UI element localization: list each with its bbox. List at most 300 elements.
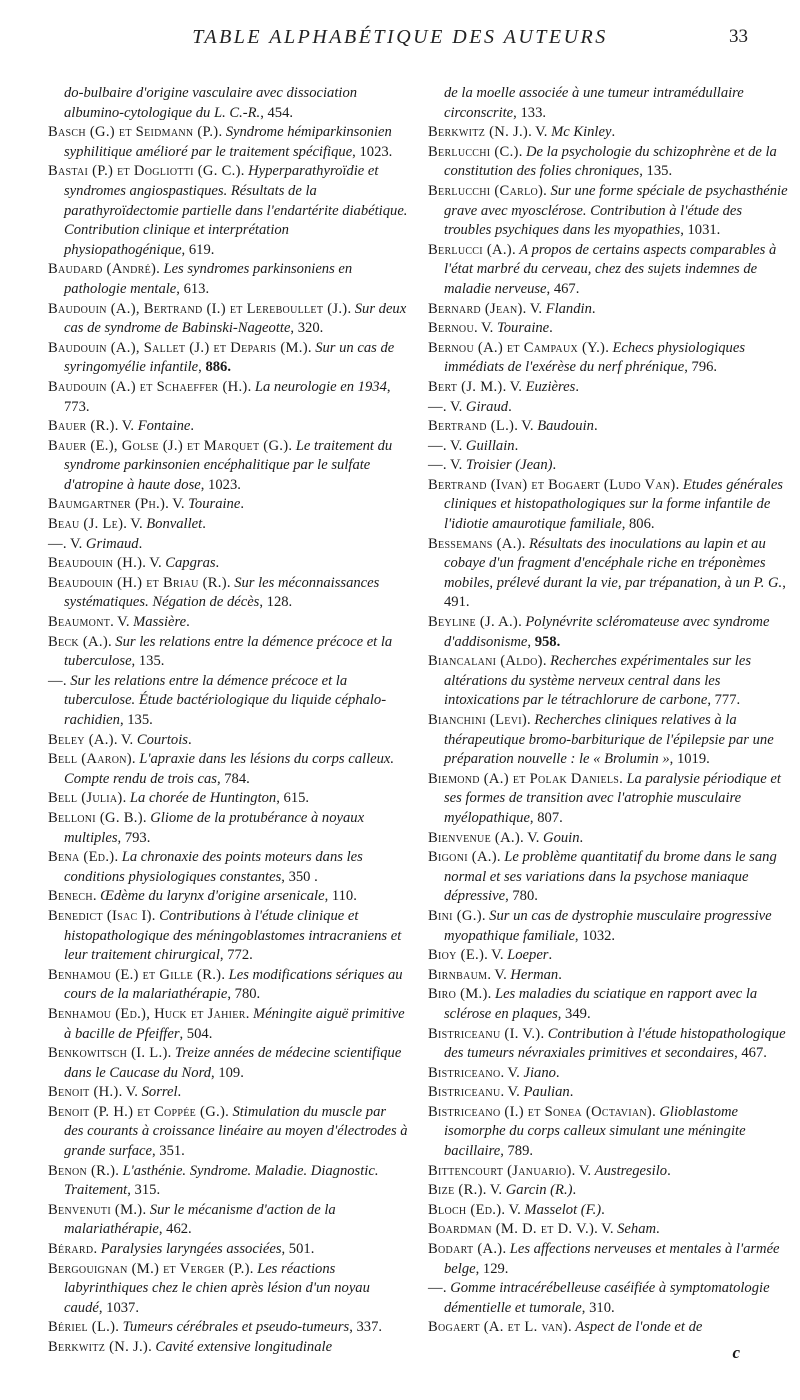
entry-title: Giraud <box>465 398 509 415</box>
entry-author: Baudard (André) <box>48 261 157 278</box>
entry-title: Euzières <box>525 378 576 395</box>
entry-separator: . V. <box>442 398 466 415</box>
entry-author: Baudouin (A.), Bertrand (I.) et Lereboullet (J.) <box>48 300 348 317</box>
index-entry <box>428 417 788 437</box>
index-entry <box>48 1005 408 1044</box>
entry-author: Benvenuti (M.) <box>48 1201 143 1218</box>
entry-page: , 135. <box>131 653 165 670</box>
entry-page: , 773. <box>64 378 391 415</box>
entry-title: Loeper <box>507 947 549 964</box>
index-entry <box>428 1162 788 1182</box>
entry-title: Troisier (Jean) <box>465 457 553 474</box>
entry-author: Belloni (G. B.) <box>48 809 143 826</box>
entry-page: , <box>198 359 206 376</box>
entry-title: Herman <box>510 966 559 983</box>
entry-separator: . <box>142 809 151 826</box>
entry-title: L'asthénie. Syndrome. Maladie. Diagnostic. Traitement <box>64 1162 379 1199</box>
entry-page: , 1032. <box>574 927 616 944</box>
entry-title: La neurologie en 1934 <box>254 378 387 395</box>
index-entry <box>48 1260 408 1319</box>
index-entry <box>48 789 408 809</box>
entry-author: Boardman (M. D. et D. V.) <box>428 1221 595 1238</box>
index-entry <box>48 1162 408 1201</box>
entry-author: — <box>48 672 63 689</box>
entry-separator: . V. <box>165 496 189 513</box>
entry-title: Sur le mécanisme d'action de la malariathérapie <box>64 1201 336 1238</box>
entry-title: Sur les relations entre la démence précoce et la tuberculose. Étude bactériologique du liquide céphalo-rachidien <box>64 672 387 728</box>
entry-title: Garcin (R.) <box>505 1182 573 1199</box>
entry-page: , 1037. <box>98 1299 139 1316</box>
entry-author: Bergouignan (M.) et Verger (P.) <box>48 1260 250 1277</box>
entry-separator: . <box>226 574 235 591</box>
entry-title: La paralysie périodique et ses formes de transition avec l'atrophie musculaire myélopathique <box>444 770 781 826</box>
entry-author: Beaumont <box>48 614 111 631</box>
entry-title: Grimaud <box>85 535 139 552</box>
entry-page: , 349. <box>557 1005 591 1022</box>
index-entry <box>428 652 788 711</box>
index-entry <box>48 613 408 633</box>
index-entry <box>428 711 788 770</box>
entry-page: . <box>611 124 616 141</box>
entry-separator: . <box>92 888 101 905</box>
index-entry <box>48 535 408 555</box>
entry-author: Bodart (A.) <box>428 1241 503 1258</box>
entry-author: Bienvenue (A.) <box>428 829 521 846</box>
index-entry <box>48 260 408 299</box>
entry-title: Sur une forme spéciale de psychasthénie grave avec myosclérose. Contribution à l'étude des troubles psychiques dans les myopathies <box>444 182 788 239</box>
entry-separator: . <box>496 849 505 866</box>
entry-page: . <box>601 1201 605 1218</box>
entry-title: Les modifications sériques au cours de la malariathérapie <box>64 966 403 1003</box>
entry-author: — <box>428 457 443 474</box>
entry-author: Bigoni (A.) <box>428 849 497 866</box>
entry-page: . <box>558 966 562 983</box>
index-entry <box>428 319 788 339</box>
entry-page: . <box>138 535 143 552</box>
entry-separator: . <box>221 966 229 983</box>
entry-title: Sur un cas de syringomyélie infantile <box>64 339 395 376</box>
index-entry <box>48 339 408 378</box>
entry-page: . <box>240 496 244 513</box>
entry-page: . <box>508 398 512 415</box>
entry-author: Bogaert (A. et L. van) <box>428 1319 568 1336</box>
entry-separator: . <box>518 143 526 160</box>
running-title: TABLE ALPHABÉTIQUE DES AUTEURS <box>192 26 608 48</box>
index-entry <box>428 1240 788 1279</box>
entry-title: Recherches expérimentales sur les altérations du système nerveux central dans les intoxications par le tétrachlorure de carbone <box>444 653 752 709</box>
entry-separator: . <box>131 751 140 768</box>
index-entry <box>48 1318 408 1338</box>
entry-page: . <box>187 731 192 748</box>
page-number: 33 <box>729 26 748 47</box>
entry-page: , 1031. <box>680 222 721 239</box>
entry-title: Cavité extensive longitudinale <box>155 1339 333 1355</box>
index-entry <box>48 887 408 907</box>
entry-author: Benon (R.) <box>48 1162 116 1179</box>
index-entry <box>48 1240 408 1260</box>
index-entry <box>428 1279 788 1318</box>
entry-author: Benhamou (E.) et Gille (R.) <box>48 966 222 983</box>
index-entry <box>428 437 788 457</box>
entry-separator: . V. <box>500 1084 524 1101</box>
entry-author: Bastai (P.) et Dogliotti (G. C.) <box>48 163 241 180</box>
entry-separator: . V. <box>482 1182 506 1199</box>
index-entry <box>428 907 788 946</box>
entry-title: Gomme intracérébelleuse caséifiée à symptomatologie démentielle et tumorale <box>444 1280 770 1316</box>
index-entry <box>48 162 408 260</box>
entry-author: Benedict (Isac I) <box>48 907 152 924</box>
entry-title: Sorrel <box>141 1084 178 1101</box>
entry-title: Jiano <box>523 1064 556 1081</box>
entry-separator: . V. <box>528 124 552 141</box>
entry-separator: . <box>605 339 613 356</box>
entry-title: Guillain <box>465 437 515 454</box>
entry-title: Les syndromes parkinsoniens en pathologie mentale <box>64 261 353 297</box>
entry-page: , 793. <box>117 829 151 846</box>
entry-title: De la psychologie du schizophrène et de la constitution des folies chroniques <box>444 143 777 180</box>
entry-title: Fontaine <box>137 418 191 435</box>
entry-title: Contributions à l'étude clinique et histopathologique des méningoblastomes intracraniens et leur traitement chirurgical <box>64 907 402 964</box>
entry-author: Biancalani (Aldo) <box>428 653 543 670</box>
entry-separator: . <box>675 476 683 493</box>
entry-page: , 135. <box>119 712 153 728</box>
entry-author: Bize (R.) <box>428 1182 483 1199</box>
entry-page: . <box>186 614 190 631</box>
entry-author: Bioy (E.) <box>428 947 485 964</box>
entry-separator: . <box>240 163 249 180</box>
index-entry <box>48 633 408 672</box>
entry-author: Beley (A.) <box>48 731 114 748</box>
entry-separator: . <box>481 907 490 924</box>
entry-separator: . V. <box>114 418 138 435</box>
entry-title: Gouin <box>543 829 580 846</box>
entry-title: Capgras <box>165 555 216 572</box>
index-entry <box>428 1025 788 1064</box>
entry-page: , 789. <box>500 1143 534 1160</box>
index-entry <box>48 300 408 339</box>
entry-title: Etudes générales cliniques et histopathologiques sur la forme infantile de l'idiotie amaurotique familiale <box>444 476 783 533</box>
index-entry <box>428 829 788 849</box>
index-entry <box>428 1103 788 1162</box>
entry-author: Benkowitsch (I. L.) <box>48 1045 168 1062</box>
index-entry <box>48 1338 408 1358</box>
entry-author: Bauer (R.) <box>48 418 115 435</box>
entry-author: Bell (Aaron) <box>48 751 132 768</box>
index-entry <box>48 1103 408 1162</box>
index-entry <box>428 613 788 652</box>
entry-title: Aspect de l'onde et de <box>575 1319 703 1336</box>
entry-page: , 1023. <box>200 476 241 493</box>
entry-page: . <box>177 1084 182 1101</box>
index-entry <box>428 1181 788 1201</box>
entry-author: Bloch (Ed.) <box>428 1201 502 1218</box>
entry-author: — <box>48 535 63 552</box>
entry-title: Austregesilo <box>594 1162 668 1179</box>
entry-page: . <box>514 437 519 454</box>
entry-author: Beck (A.) <box>48 633 108 650</box>
entry-page: . <box>190 418 195 435</box>
index-entry <box>48 515 408 535</box>
entry-separator: . V. <box>484 947 508 964</box>
index-entry <box>48 1201 408 1240</box>
entry-title: Résultats des inoculations au lapin et au cobaye d'un fragment d'encéphale riche en tréponèmes mobiles, prélevé durant la vie, par trépanation, à un P. G. <box>444 535 783 591</box>
entry-separator: . <box>567 1319 576 1336</box>
entry-title: La chorée de Huntington <box>129 790 277 807</box>
entry-page: , 462. <box>158 1221 192 1238</box>
entry-title: Syndrome hémiparkinsonien syphilitique amélioré par le traitement spécifique <box>64 124 392 160</box>
entry-separator: . V. <box>502 378 526 395</box>
index-entry <box>48 437 408 496</box>
entry-author: Bertrand (Ivan) et Bogaert (Ludo Van) <box>428 476 676 493</box>
entry-page: . <box>552 457 557 474</box>
entry-page: , <box>527 633 535 650</box>
index-entry <box>48 1044 408 1083</box>
entry-page: , 619. <box>181 241 215 258</box>
entry-title: Treize années de médecine scientifique dans le Caucase du Nord <box>64 1045 402 1081</box>
entry-page: , 128. <box>259 594 293 611</box>
entry-author: Bert (J. M.) <box>428 378 503 395</box>
entry-separator: . V. <box>487 966 511 983</box>
entry-page: , 109. <box>211 1064 244 1081</box>
entry-author: Bessemans (A.) <box>428 535 522 552</box>
entry-separator: . <box>167 1045 175 1062</box>
entry-page: . <box>549 320 553 337</box>
entry-page: , 320. <box>290 320 324 337</box>
entry-title: L'apraxie dans les lésions du corps calleux. Compte rendu de trois cas <box>64 751 395 787</box>
index-entry <box>428 182 788 241</box>
index-entry <box>48 1083 408 1103</box>
entry-author: Benoit (H.) <box>48 1084 119 1101</box>
entry-author: Berlucchi (Carlo) <box>428 182 544 199</box>
index-entry <box>48 731 408 751</box>
entry-separator: . <box>652 1103 660 1120</box>
entry-author: Bell (Julia) <box>48 790 123 807</box>
entry-separator: . V. <box>520 829 544 846</box>
entry-page: , 806. <box>621 516 655 533</box>
entry-title: Touraine <box>188 496 241 513</box>
entry-separator: . <box>115 1162 123 1179</box>
index-entry <box>428 300 788 320</box>
entry-title: Paulian <box>523 1084 570 1101</box>
entry-page: , 613. <box>176 280 210 297</box>
entry-title: Courtois <box>136 731 188 748</box>
entry-title: Glioblastome isomorphe du corps calleux simulant une méningite bacillaire <box>444 1103 746 1160</box>
entry-separator: . V. <box>442 437 466 454</box>
entry-title: Méningite aiguë primitive à bacille de Pfeiffer <box>64 1005 405 1042</box>
entry-page: . <box>656 1221 660 1238</box>
entry-page: . <box>555 1064 560 1081</box>
index-entry <box>428 966 788 986</box>
entry-author: Beau (J. Le) <box>48 516 124 533</box>
entry-author: Berlucci (A.) <box>428 241 512 258</box>
index-entry <box>48 495 408 515</box>
entry-title: Mc Kinley <box>551 124 612 141</box>
entry-separator: . V. <box>442 457 466 474</box>
page-header <box>0 26 800 56</box>
entry-author: Baudouin (A.), Sallet (J.) et Deparis (M.) <box>48 339 308 356</box>
entry-author: — <box>428 398 443 415</box>
entry-author: Bérard <box>48 1241 94 1258</box>
entry-page: , 310. <box>581 1299 615 1316</box>
entry-author: Beaudouin (H.) <box>48 555 143 572</box>
entry-author: Benech <box>48 888 93 905</box>
entry-author: Berlucchi (C.) <box>428 143 519 160</box>
entry-author: Beyline (J. A.) <box>428 614 519 631</box>
entry-author: Bistriceanu <box>428 1084 501 1101</box>
entry-page: , 772. <box>219 947 253 964</box>
entry-title: Les affections nerveuses et mentales à l'armée belge <box>444 1241 780 1277</box>
entry-page: . <box>575 378 579 395</box>
entry-page: , 454. <box>260 104 294 121</box>
entry-page-bold: 886. <box>205 359 231 376</box>
index-entry <box>48 848 408 887</box>
entry-author: Berkwitz (N. J.) <box>48 1339 149 1355</box>
index-entry <box>428 398 788 418</box>
entry-title: Touraine <box>496 320 550 337</box>
entry-separator: . <box>156 261 164 278</box>
entry-separator: . <box>247 378 255 395</box>
entry-separator: . <box>93 1241 101 1258</box>
index-entry <box>48 907 408 966</box>
entry-page: , 1019. <box>669 751 710 768</box>
entry-page: , 1023. <box>352 143 393 160</box>
entry-author: Beaudouin (H.) et Briau (R.) <box>48 574 227 591</box>
entry-separator: . <box>511 241 520 258</box>
index-entry <box>428 1220 788 1240</box>
entry-separator: . V. <box>594 1221 618 1238</box>
entry-separator: . <box>288 437 296 454</box>
index-entry <box>428 84 788 123</box>
entry-page: , 110. <box>324 888 357 905</box>
entry-page: , 467. <box>734 1045 767 1062</box>
entry-page: , 467. <box>546 280 580 297</box>
index-entry <box>428 476 788 535</box>
entry-separator: . <box>245 1005 253 1022</box>
entry-separator: . <box>114 849 122 866</box>
entry-author: Bernard (Jean) <box>428 300 523 317</box>
entry-title: A propos de certains aspects comparables à l'état marbré du cerveau, chez des sujets indemnes de maladie nerveuse <box>444 241 777 297</box>
entry-author: Bena (Ed.) <box>48 849 115 866</box>
entry-separator: . <box>619 770 627 787</box>
entry-separator: . <box>249 1260 258 1277</box>
entry-title: Sur les relations entre la démence précoce et la tuberculose <box>64 633 393 670</box>
entry-separator: . V. <box>500 1064 524 1081</box>
entry-author: Bernou (A.) et Campaux (Y.) <box>428 339 606 356</box>
entry-page: , 129. <box>475 1260 509 1277</box>
entry-author: Bauer (E.), Golse (J.) et Marquet (G.) <box>48 437 289 454</box>
entry-title: Recherches cliniques relatives à la thérapeutique bromo-barbiturique de l'épilepsie par une préparation nouvelle : le « Brolumin » <box>444 712 774 768</box>
entry-title: Masselot (F.) <box>524 1201 602 1218</box>
entry-title: Les réactions labyrinthiques chez le chien après lésion d'un noyau caudé <box>64 1260 370 1316</box>
entry-author: Berkwitz (N. J.) <box>428 124 529 141</box>
index-entry <box>428 985 788 1024</box>
entry-author: Baumgartner (Ph.) <box>48 496 166 513</box>
index-entry <box>428 946 788 966</box>
entry-title: Sur un cas de dystrophie musculaire progressive myopathique familiale <box>444 907 772 944</box>
index-entry <box>48 554 408 574</box>
entry-title: Echecs physiologiques immédiats de l'exérèse du nerf phrénique <box>444 339 746 376</box>
entry-page: , 807. <box>529 809 563 826</box>
entry-separator: . V. <box>142 555 166 572</box>
index-entry <box>428 339 788 378</box>
entry-title: Gliome de la protubérance à noyaux multiples <box>64 809 365 846</box>
entry-separator: . V. <box>123 516 147 533</box>
entry-page: . <box>215 555 220 572</box>
entry-separator: . <box>122 790 130 807</box>
index-entry <box>428 1064 788 1084</box>
entry-page: . <box>667 1162 671 1179</box>
entry-separator: . <box>527 712 535 728</box>
entry-separator: . V. <box>113 731 137 748</box>
entry-author: Bianchini (Levi) <box>428 712 528 728</box>
entry-page: . <box>572 1182 577 1199</box>
index-entry <box>428 770 788 829</box>
index-column-left <box>48 84 408 1358</box>
entry-separator: . <box>347 300 355 317</box>
entry-separator: . V. <box>514 418 538 435</box>
index-entry <box>48 672 408 731</box>
index-entry <box>48 966 408 1005</box>
index-entry <box>428 848 788 907</box>
index-entry <box>48 84 408 123</box>
entry-page: , 337. <box>349 1319 383 1336</box>
index-entry <box>428 1201 788 1221</box>
entry-title: Massière <box>133 614 187 631</box>
entry-separator: . <box>543 182 551 199</box>
entry-title: Œdème du larynx d'origine arsenicale <box>100 888 325 905</box>
entry-separator: . <box>148 1339 156 1355</box>
entry-separator: . V. <box>118 1084 142 1101</box>
entry-separator: . V. <box>522 300 546 317</box>
entry-separator: . V. <box>571 1162 595 1179</box>
entry-page: . <box>579 829 584 846</box>
index-entry <box>48 574 408 613</box>
entry-separator: . V. <box>62 535 86 552</box>
index-entry <box>428 378 788 398</box>
index-entry <box>428 143 788 182</box>
entry-page: , 351. <box>151 1143 185 1160</box>
entry-author: — <box>428 437 443 454</box>
entry-separator: . <box>225 1103 233 1120</box>
entry-separator: . <box>108 633 116 650</box>
entry-page: , 491. <box>444 574 786 611</box>
entry-separator: . <box>540 1025 548 1042</box>
entry-title: Baudouin <box>537 418 594 435</box>
index-entry <box>48 809 408 848</box>
entry-title: Paralysies laryngées associées <box>100 1241 282 1258</box>
entry-page: , 501. <box>281 1241 315 1258</box>
entry-page: , 796. <box>684 359 718 376</box>
entry-author: Bertrand (L.) <box>428 418 515 435</box>
index-entry <box>428 1083 788 1103</box>
entry-separator: . V. <box>473 320 497 337</box>
entry-page: , 615. <box>276 790 310 807</box>
entry-separator: . <box>521 535 530 552</box>
entry-author: Bistriceanu (I. V.) <box>428 1025 541 1042</box>
entry-title: La chronaxie des points moteurs dans les conditions physiologiques constantes <box>64 849 363 885</box>
entry-separator: . <box>62 672 71 689</box>
entry-author: Birnbaum <box>428 966 488 983</box>
entry-separator: . <box>518 614 526 631</box>
entry-author: Baudouin (A.) et Schaeffer (H.) <box>48 378 248 395</box>
entry-separator: . <box>218 124 226 141</box>
entry-separator: . V. <box>501 1201 525 1218</box>
entry-author: Biro (M.) <box>428 986 488 1003</box>
index-entry <box>48 378 408 417</box>
entry-page: . <box>202 516 206 533</box>
entry-page: . <box>548 947 553 964</box>
entry-title: Le traitement du syndrome parkinsonien encéphalitique par le sulfate d'atropine à haute dose <box>64 437 393 493</box>
